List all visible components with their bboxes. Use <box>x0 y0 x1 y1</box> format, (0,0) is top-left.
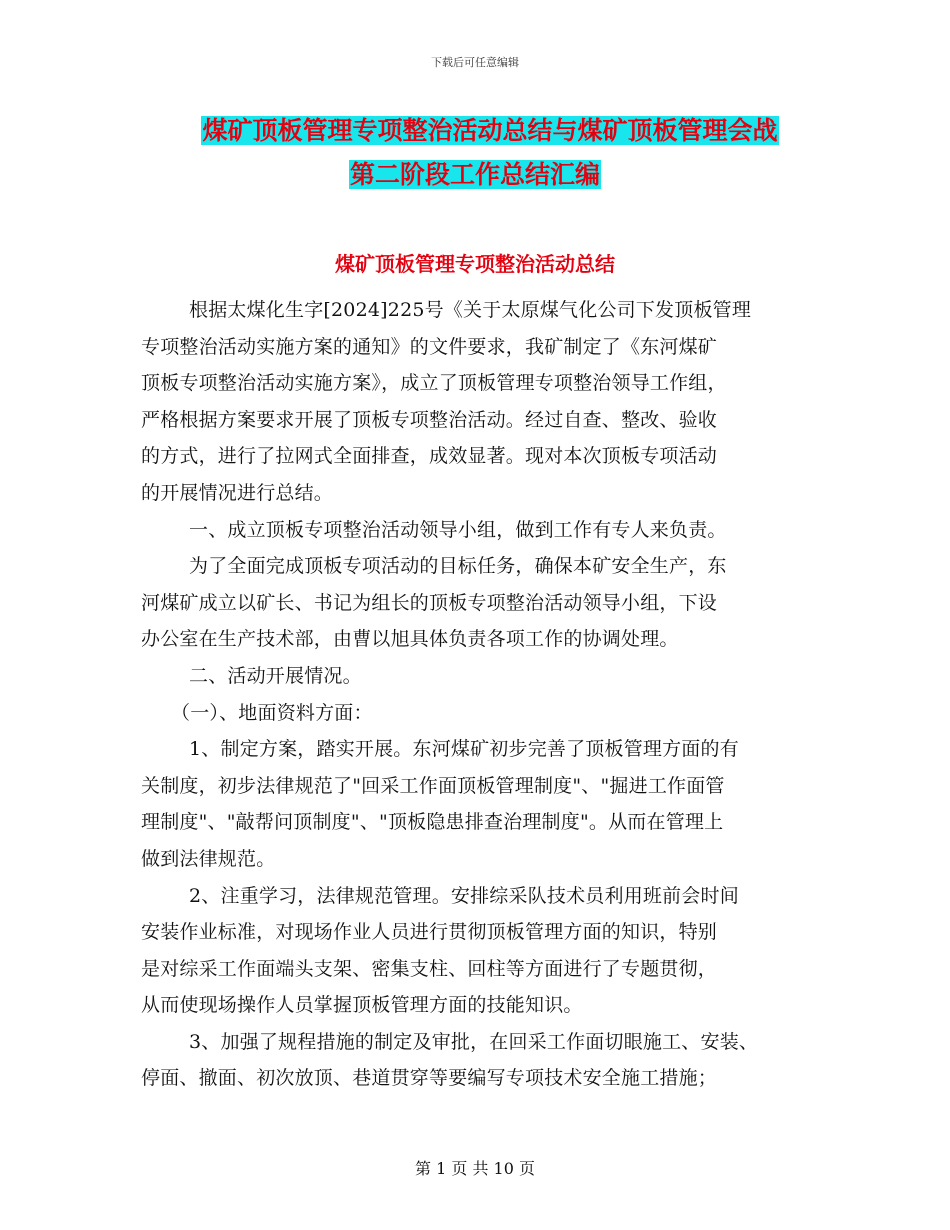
paragraph-line: 从而使现场操作人员掌握顶板管理方面的技能知识。 <box>141 994 583 1017</box>
document-title-line-1 <box>0 114 950 148</box>
section-title: 煤矿顶板管理专项整治活动总结 <box>335 252 615 276</box>
body-text <box>141 292 821 1097</box>
paragraph-line: 停面、撤面、初次放顶、巷道贯穿等要编写专项技术安全施工措施； <box>141 1067 718 1090</box>
paragraph-line: 1、制定方案，踏实开展。东河煤矿初步完善了顶板管理方面的有 <box>189 738 739 761</box>
section-heading: 二、活动开展情况。 <box>189 664 362 687</box>
title-highlight: 煤矿顶板管理专项整治活动总结与煤矿顶板管理会战 <box>202 116 778 145</box>
paragraph-line: 严格根据方案要求开展了顶板专项整治活动。经过自查、整改、验收 <box>141 408 718 431</box>
paragraph-line: 的开展情况进行总结。 <box>141 481 334 504</box>
paragraph-line: 办公室在生产技术部，由曹以旭具体负责各项工作的协调处理。 <box>141 628 679 651</box>
paragraph-line: 安装作业标准，对现场作业人员进行贯彻顶板管理方面的知识，特别 <box>141 921 718 944</box>
paragraph-line: 理制度"、"敲帮问顶制度"、"顶板隐患排查治理制度"。从而在管理上 <box>141 811 724 834</box>
page-footer: 第 1 页 共 10 页 <box>415 1159 535 1178</box>
paragraph-line: 根据太煤化生字[2024]225号《关于太原煤气化公司下发顶板管理 <box>189 299 752 321</box>
subsection-heading: （一）、地面资料方面： <box>171 701 373 724</box>
paragraph-line: 的方式，进行了拉网式全面排查，成效显著。现对本次顶板专项活动 <box>141 445 718 468</box>
paragraph-line: 顶板专项整治活动实施方案》，成立了顶板管理专项整治领导工作组， <box>141 372 727 395</box>
paragraph-line: 2、注重学习，法律规范管理。安排综采队技术员利用班前会时间 <box>189 884 739 907</box>
paragraph-line: 专项整治活动实施方案的通知》的文件要求，我矿制定了《东河煤矿 <box>141 335 718 358</box>
page-header: 下载后可任意编辑 <box>431 56 519 69</box>
document-title-line-2 <box>0 158 950 192</box>
paragraph-line: 河煤矿成立以矿长、书记为组长的顶板专项整治活动领导小组，下设 <box>141 591 718 614</box>
section-heading: 一、成立顶板专项整治活动领导小组，做到工作有专人来负责。 <box>189 518 727 541</box>
paragraph-line: 3、加强了规程措施的制定及审批，在回采工作面切眼施工、安装、 <box>189 1030 759 1053</box>
paragraph-line: 为了全面完成顶板专项活动的目标任务，确保本矿安全生产，东 <box>189 555 727 578</box>
title-highlight: 第二阶段工作总结汇编 <box>349 160 600 189</box>
paragraph-line: 是对综采工作面端头支架、密集支柱、回柱等方面进行了专题贯彻， <box>141 957 718 980</box>
paragraph-line: 做到法律规范。 <box>141 847 276 870</box>
paragraph-line: 关制度，初步法律规范了"回采工作面顶板管理制度"、"掘进工作面管 <box>141 774 725 797</box>
